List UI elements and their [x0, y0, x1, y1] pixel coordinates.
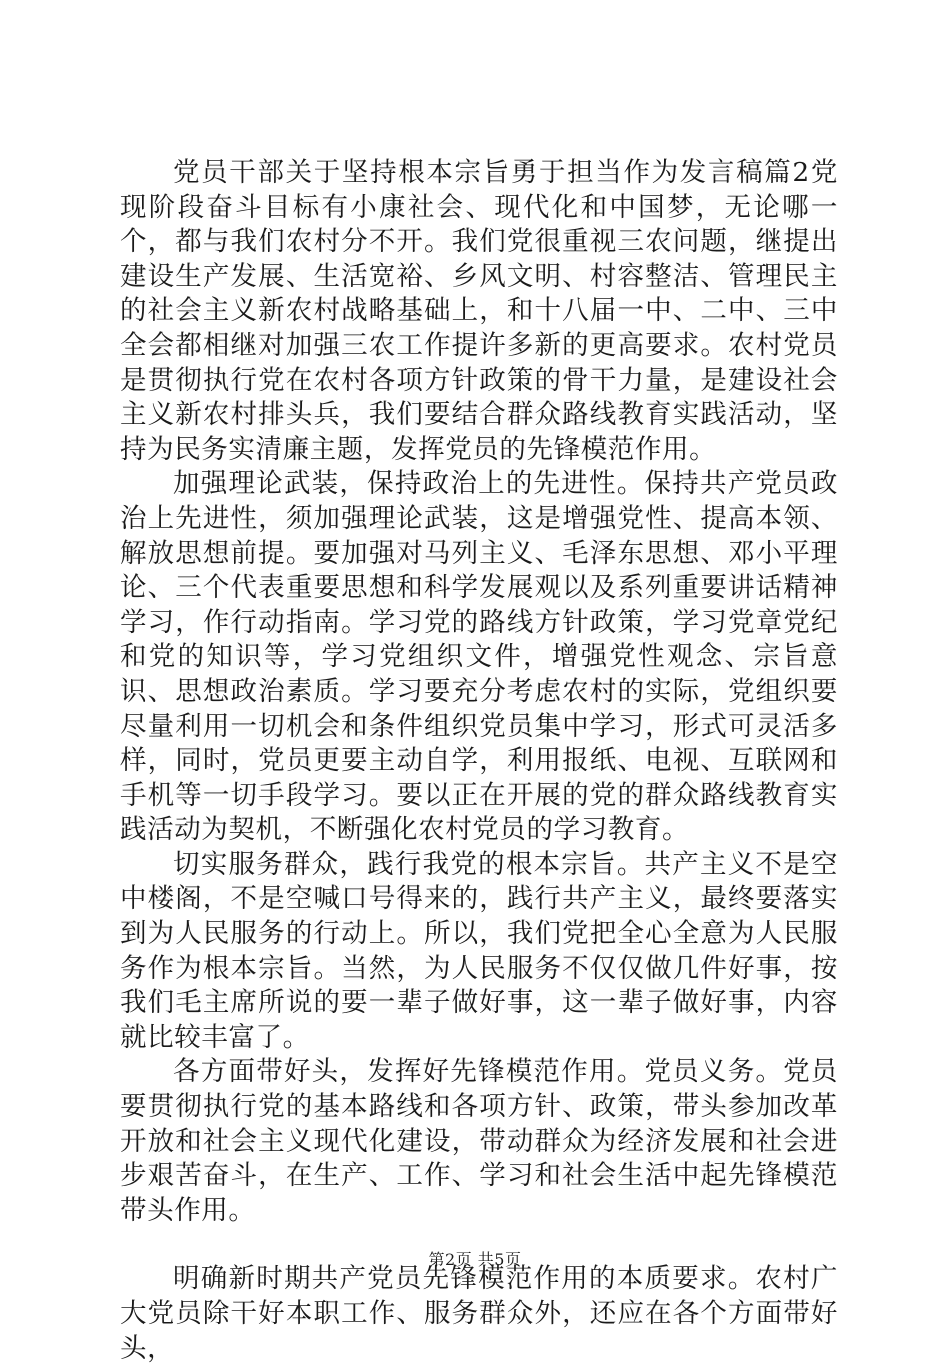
paragraph-3: 切实服务群众，践行我党的根本宗旨。共产主义不是空中楼阁，不是空喊口号得来的，践行共产主义，最终要落实到为人民服务的行动上。所以，我们党把全心全意为人民服务作为根本宗旨。当然，为人民服务不仅仅做几件好事，按我们毛主席所说的要一辈子做好事，这一辈子做好事，内容就比较丰富了。 [120, 848, 838, 1053]
paragraph-4: 各方面带好头，发挥好先锋模范作用。党员义务。党员要贯彻执行党的基本路线和各项方针、政策，带头参加改革开放和社会主义现代化建设，带动群众为经济发展和社会进步艰苦奋斗，在生产、工作、学习和社会生活中起先锋模范带头作用。 [120, 1056, 838, 1226]
document-body [120, 156, 838, 1366]
paragraph-2: 加强理论武装，保持政治上的先进性。保持共产党员政治上先进性，须加强理论武装，这是增强党性、提高本领、解放思想前提。要加强对马列主义、毛泽东思想、邓小平理论、三个代表重要思想和科学发展观以及系列重要讲话精神学习，作行动指南。学习党的路线方针政策，学习党章党纪和党的知识等，学习党组织文件，增强党性观念、宗旨意识、思想政治素质。学习要充分考虑农村的实际，党组织要尽量利用一切机会和条件组织党员集中学习，形式可灵活多样，同时，党员更要主动自学，利用报纸、电视、互联网和手机等一切手段学习。要以正在开展的党的群众路线教育实践活动为契机，不断强化农村党员的学习教育。 [120, 468, 838, 846]
page-number-footer: 第2页 共5页 [428, 1250, 522, 1269]
paragraph-1: 党员干部关于坚持根本宗旨勇于担当作为发言稿篇2党现阶段奋斗目标有小康社会、现代化和中国梦，无论哪一个，都与我们农村分不开。我们党很重视三农问题，继提出建设生产发展、生活宽裕、乡风文明、村容整洁、管理民主的社会主义新农村战略基础上，和十八届一中、二中、三中全会都相继对加强三农工作提许多新的更高要求。农村党员是贯彻执行党在农村各项方针政策的骨干力量，是建设社会主义新农村排头兵，我们要结合群众路线教育实践活动，坚持为民务实清廉主题，发挥党员的先锋模范作用。 [120, 157, 838, 465]
paragraph-5: 明确新时期共产党员先锋模范作用的本质要求。农村广大党员除干好本职工作、服务群众外，还应在各个方面带好头， [120, 1263, 838, 1364]
